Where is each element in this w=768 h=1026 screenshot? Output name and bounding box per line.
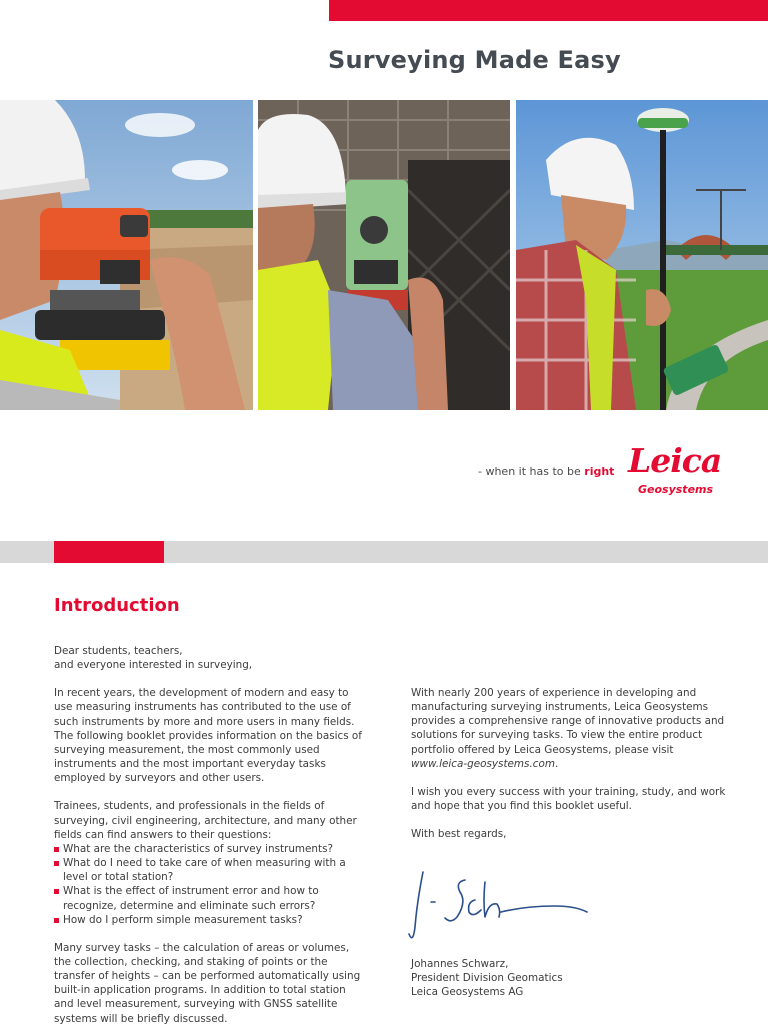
right-paragraph-1 — [411, 686, 731, 771]
question-item: What is the effect of instrument error and how to recognize, determine and eliminate such errors? — [54, 884, 364, 912]
intro-paragraph-2: Trainees, students, and professionals in the fields of surveying, civil engineering, architecture, and many other fields can find answers to their questions: — [54, 800, 357, 841]
logo-word: Leica — [628, 441, 722, 480]
signer-block — [411, 957, 563, 999]
tagline-emphasis: right — [584, 465, 615, 478]
right-paragraph-2: I wish you every success with your training, study, and work and hope that you find this booklet useful. — [411, 785, 726, 813]
closing-line: With best regards, — [411, 828, 507, 841]
question-item: What do I need to take care of when measuring with a level or total station? — [54, 856, 364, 884]
website-link[interactable]: www.leica-geosystems.com — [411, 757, 555, 770]
signer-title: President Division Geomatics — [411, 972, 563, 985]
link-suffix: . — [554, 757, 559, 770]
page-title: Surveying Made Easy — [328, 46, 621, 74]
intro-paragraph-3: Many survey tasks – the calculation of areas or volumes, the collection, checking, and staking of points or the transfer of heights – can be performed automatically using built-in application programs. In addition to total station and level measurement, surveying with GNSS satellite systems will be briefly discussed. — [54, 941, 361, 1025]
handwritten-signature — [405, 862, 595, 952]
right-paragraph-1-text: With nearly 200 years of experience in developing and manufacturing surveying instruments, Leica Geosystems provides a comprehensive range of innovative products and solutions for surveying tasks. To view the entire product portfolio offered by Leica Geosystems, please visit — [411, 687, 725, 756]
intro-heading: Introduction — [54, 595, 180, 616]
leica-logo — [628, 441, 722, 499]
question-item: How do I perform simple measurement tasks? — [54, 913, 364, 927]
top-red-bar — [329, 0, 768, 21]
intro-left-column — [54, 644, 364, 1026]
section-divider-red-tab — [54, 541, 164, 563]
tagline — [478, 465, 614, 478]
photo-surveyor-with-gnss-pole — [516, 100, 768, 410]
photo-surveyor-with-level — [0, 100, 253, 410]
photo-surveyor-with-total-station — [258, 100, 510, 410]
question-item: What are the characteristics of survey instruments? — [54, 842, 364, 856]
signer-name: Johannes Schwarz, — [411, 958, 509, 970]
signer-company: Leica Geosystems AG — [411, 986, 524, 999]
logo-sub: Geosystems — [638, 483, 714, 496]
greeting-line-1: Dear students, teachers, — [54, 645, 183, 657]
intro-right-column — [411, 686, 731, 841]
question-list — [54, 842, 364, 927]
tagline-prefix: - when it has to be — [478, 465, 585, 478]
photo-strip — [0, 100, 768, 410]
intro-paragraph-1: In recent years, the development of modern and easy to use measuring instruments has contributed to the use of such instruments by more and more users in many fields. The following booklet provides information on the basics of surveying measurement, the most commonly used instruments and the most important everyday tasks employed by surveyors and other users. — [54, 687, 362, 785]
greeting-line-2: and everyone interested in surveying, — [54, 659, 253, 672]
